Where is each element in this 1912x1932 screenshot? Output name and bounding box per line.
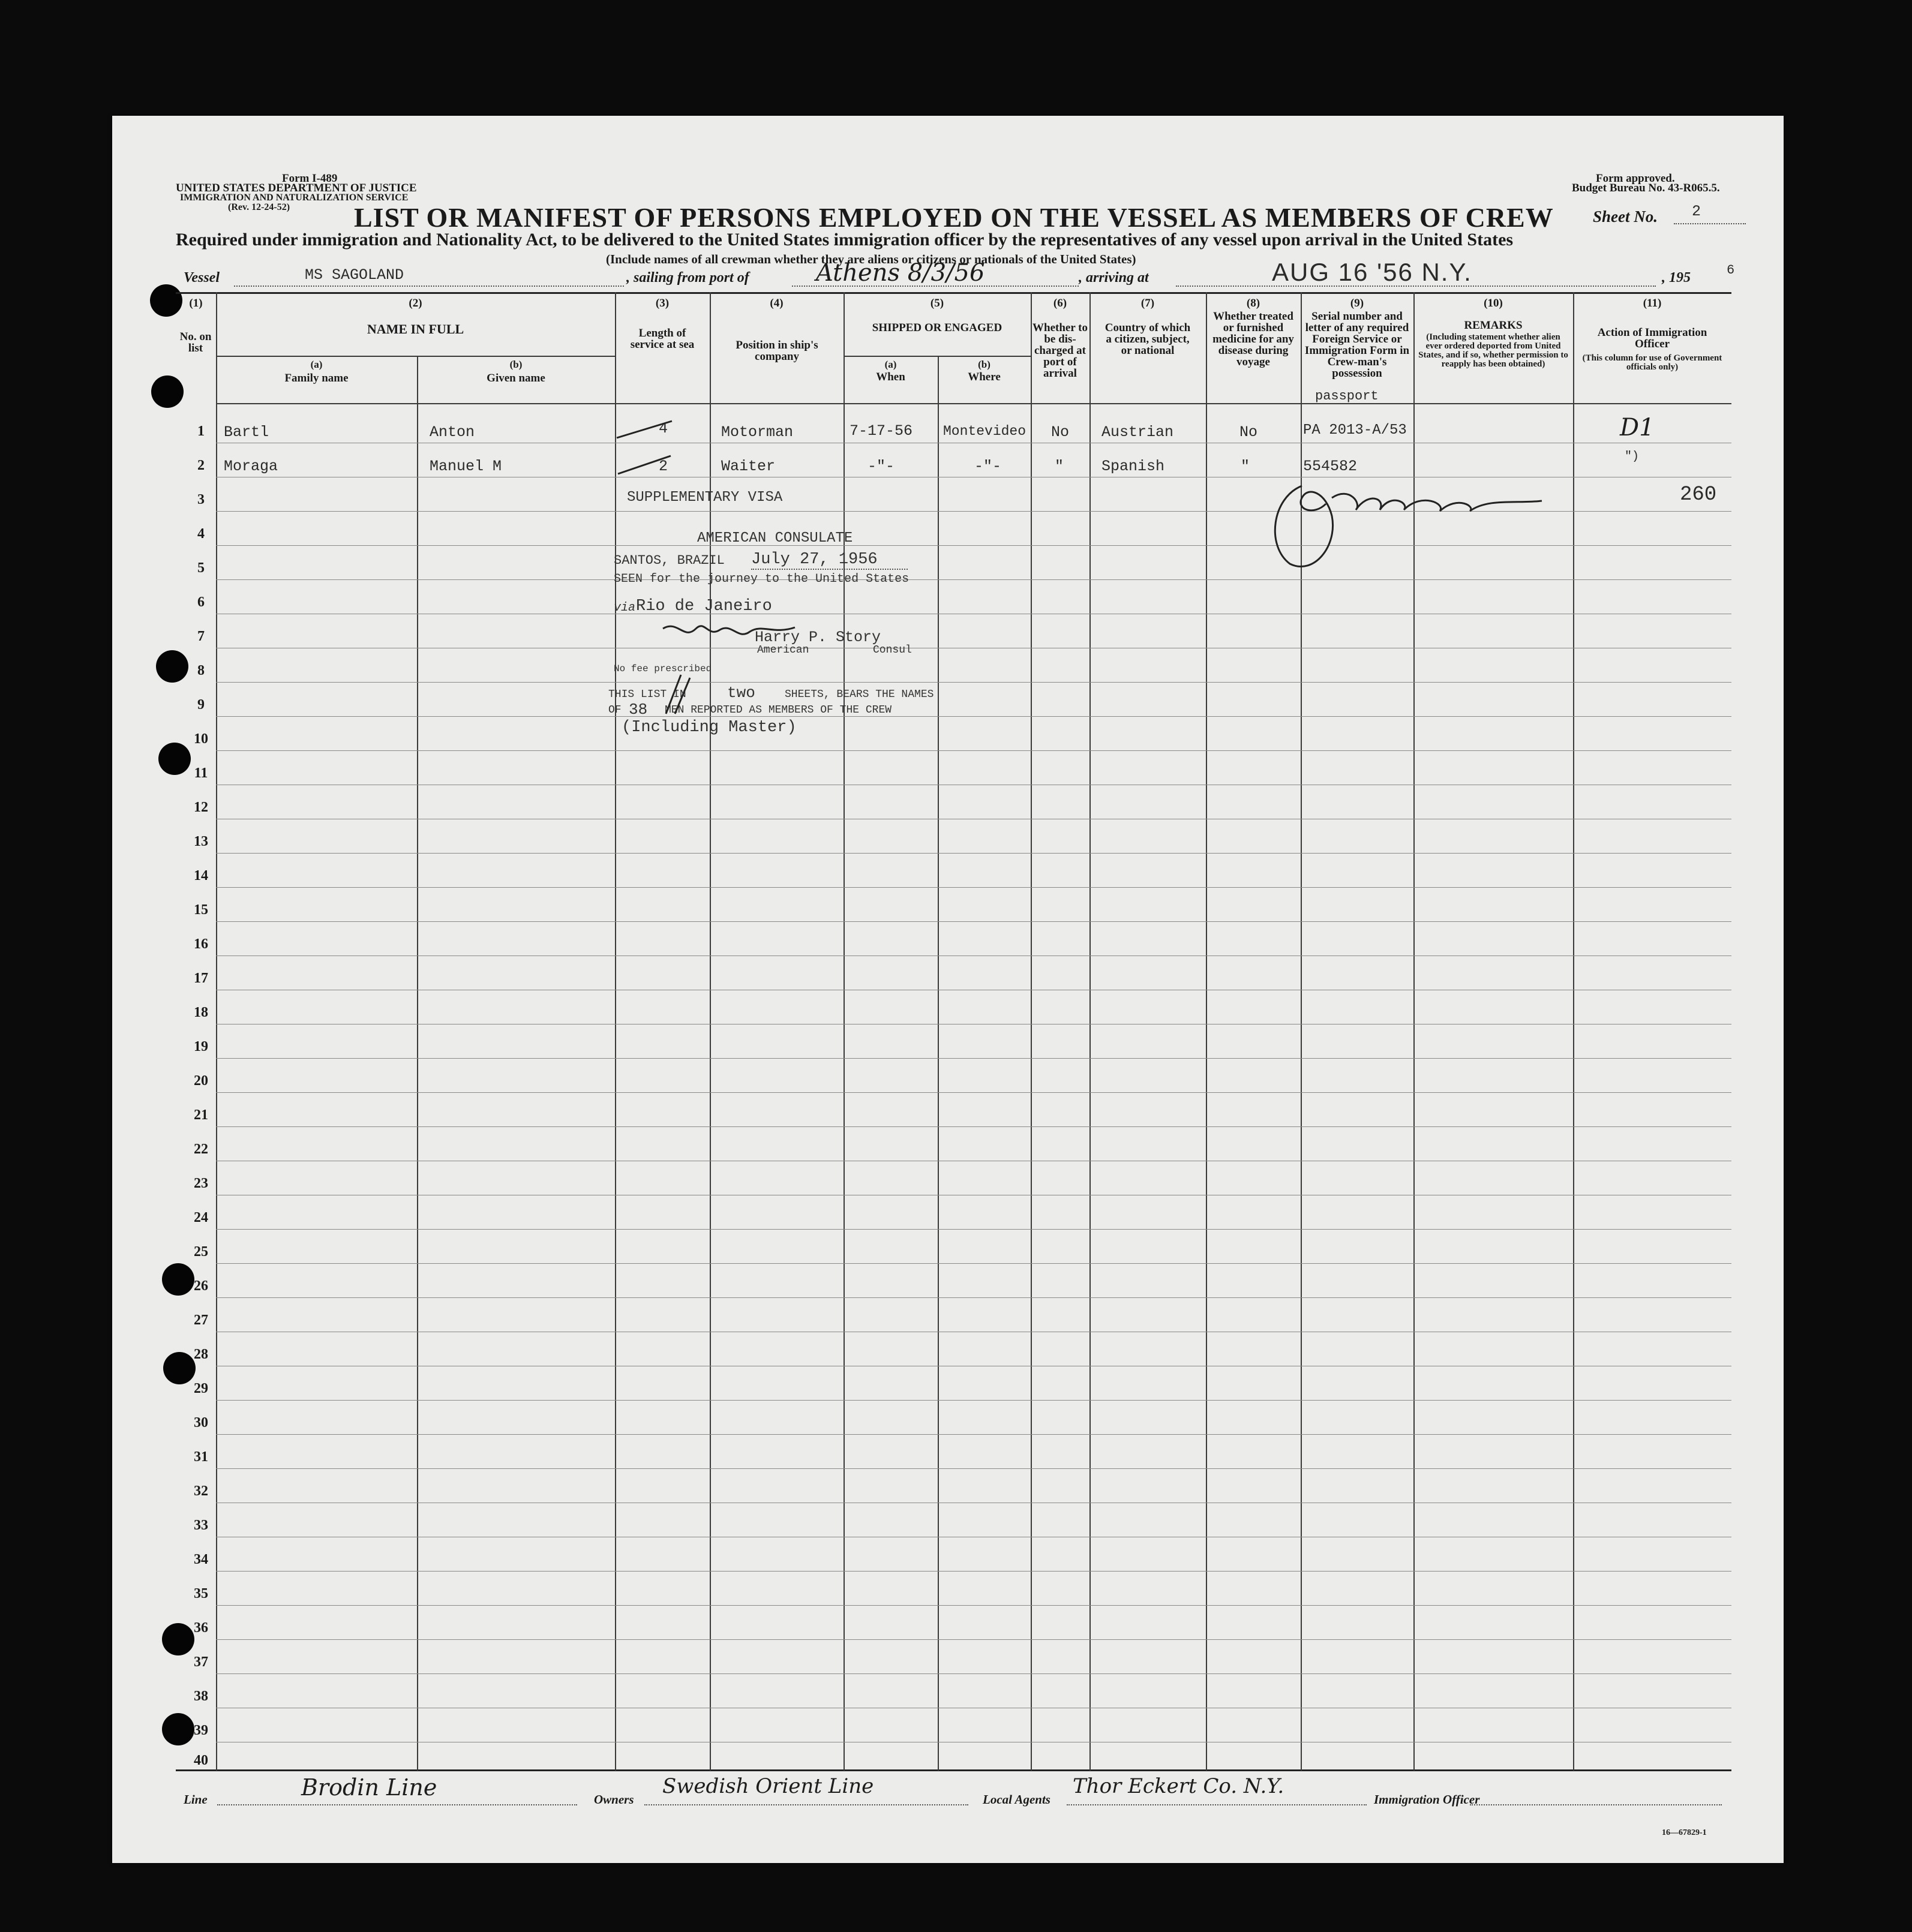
row-number: 24 — [194, 1210, 208, 1225]
row-number: 35 — [194, 1586, 208, 1602]
visa-route: Rio de Janeiro — [636, 597, 772, 615]
col5-header: SHIPPED OR ENGAGED — [872, 322, 1002, 334]
consul-title-b: Consul — [873, 644, 912, 656]
line-value: Brodin Line — [301, 1774, 437, 1801]
row-number: 4 — [197, 526, 205, 542]
col10-number: (10) — [1484, 297, 1503, 310]
col5b-label: (b) — [978, 359, 990, 370]
row-number: 36 — [194, 1620, 208, 1636]
sheet-label: Sheet No. — [1593, 208, 1658, 226]
officer-label: Immigration Officer — [1374, 1792, 1480, 1807]
revision: (Rev. 12-24-52) — [228, 202, 290, 212]
sheet-number-field — [1674, 203, 1746, 224]
row-number: 25 — [194, 1244, 208, 1260]
col2a-header: Family name — [284, 372, 349, 384]
owners-value: Swedish Orient Line — [662, 1774, 874, 1798]
sailing-from: Athens 8/3/56 — [816, 259, 985, 287]
table-top-rule — [176, 292, 1731, 294]
row-rule — [216, 1571, 1731, 1572]
row-rule — [216, 1673, 1731, 1674]
visa-title: SUPPLEMENTARY VISA — [627, 489, 783, 506]
row-number: 7 — [197, 629, 205, 644]
serial-number: 554582 — [1303, 458, 1358, 475]
col9-header: Serial number and letter of any required Foreign Service or Immigration Form in Crew-man's possession — [1304, 310, 1410, 380]
length-of-service: 4 — [659, 420, 668, 437]
row-number: 21 — [194, 1107, 208, 1123]
row-number: 16 — [194, 936, 208, 952]
crew-count: 38 — [629, 701, 648, 719]
row-rule — [216, 1092, 1731, 1093]
row-rule — [216, 1297, 1731, 1298]
col9-number: (9) — [1350, 297, 1364, 310]
owners-field — [644, 1774, 968, 1805]
country: Austrian — [1101, 423, 1174, 441]
length-of-service: 2 — [659, 458, 668, 475]
punch-hole — [151, 375, 184, 408]
agents-value: Thor Eckert Co. N.Y. — [1073, 1774, 1284, 1798]
row-number: 27 — [194, 1312, 208, 1328]
discharged: " — [1055, 458, 1064, 475]
treated: " — [1241, 458, 1250, 475]
row-rule — [216, 1126, 1731, 1127]
name-subheader-rule — [216, 356, 615, 357]
row-number: 28 — [194, 1347, 208, 1362]
subtitle: Required under immigration and Nationality Act, to be delivered to the United States immigration officer by the representatives of any vessel upon arrival in the United States — [176, 230, 1514, 250]
col10-note: (Including statement whether alien ever ordered deported from United States, and if so, whether permission to reapply has been obtained) — [1418, 332, 1568, 369]
sailing-field — [792, 259, 1079, 287]
row-rule — [216, 1058, 1731, 1059]
row-rule — [216, 853, 1731, 854]
col3-header: Length of service at sea — [630, 327, 695, 351]
shipped-where: -"- — [974, 458, 1002, 475]
col9-passport-note: passport — [1315, 389, 1379, 404]
consul-title-a: American — [757, 644, 809, 656]
row-number: 34 — [194, 1552, 208, 1567]
form-number: Form I-489 — [282, 172, 338, 185]
row-number: 33 — [194, 1518, 208, 1533]
row-rule — [216, 1229, 1731, 1230]
serial-number: PA 2013-A/53 — [1303, 422, 1407, 438]
col11-note: (This column for use of Government officials only) — [1582, 353, 1722, 372]
arriving-label: , arriving at — [1079, 270, 1149, 286]
col1-number: (1) — [189, 297, 203, 310]
service: IMMIGRATION AND NATURALIZATION SERVICE — [180, 193, 409, 203]
list-sheets-c: SHEETS, BEARS THE NAMES — [785, 689, 934, 701]
col4-number: (4) — [770, 297, 784, 310]
given-name: Anton — [430, 423, 475, 441]
row-number: 18 — [194, 1005, 208, 1020]
page-title: LIST OR MANIFEST OF PERSONS EMPLOYED ON THE VESSEL AS MEMBERS OF CREW — [354, 202, 1554, 233]
col-line — [1206, 292, 1207, 1771]
row-number: 17 — [194, 970, 208, 986]
crew-count-a: OF — [608, 704, 622, 716]
arrival-stamp: AUG 16 '56 N.Y. — [1272, 258, 1472, 286]
form-code: 16—67829-1 — [1662, 1828, 1707, 1837]
col5-number: (5) — [930, 297, 944, 310]
agents-label: Local Agents — [983, 1792, 1050, 1807]
family-name: Moraga — [224, 458, 278, 475]
row-number: 32 — [194, 1483, 208, 1499]
pen-correction — [648, 672, 696, 720]
col-line — [417, 356, 418, 1771]
col8-number: (8) — [1246, 297, 1260, 310]
agents-field — [1067, 1774, 1367, 1805]
position: Waiter — [721, 458, 776, 475]
col11-number: (11) — [1643, 297, 1662, 310]
row-rule — [216, 579, 1731, 580]
owners-label: Owners — [594, 1792, 634, 1807]
col4-header: Position in ship's company — [736, 339, 818, 363]
pen-strokes — [612, 414, 684, 480]
col8-header: Whether treated or furnished medicine for any disease during voyage — [1212, 310, 1294, 368]
visa-seen: SEEN for the journey to the United States — [614, 572, 910, 586]
row-number: 37 — [194, 1654, 208, 1670]
row-rule — [216, 682, 1731, 683]
col2b-header: Given name — [487, 372, 545, 384]
visa-fee: No fee prescribed — [614, 663, 712, 674]
shipped-subheader-rule — [844, 356, 1031, 357]
vessel-field — [234, 266, 624, 287]
col-line — [1089, 292, 1091, 1771]
col2b-label: (b) — [509, 359, 523, 370]
col-line — [1573, 292, 1574, 1771]
col6-number: (6) — [1053, 297, 1067, 310]
col1-header: No. on list — [179, 330, 212, 354]
col-line — [844, 292, 845, 1771]
col-line — [216, 292, 217, 1771]
visa-consulate: AMERICAN CONSULATE — [697, 530, 853, 546]
family-name: Bartl — [224, 423, 269, 441]
position: Motorman — [721, 423, 794, 441]
col5b-header: Where — [968, 371, 1001, 383]
shipped-when: -"- — [868, 458, 895, 475]
year-label: , 195 — [1662, 270, 1691, 286]
row-number: 31 — [194, 1449, 208, 1465]
row-number: 1 — [197, 423, 205, 439]
col11-header: Action of Immigration Officer — [1597, 326, 1707, 350]
row-number: 23 — [194, 1176, 208, 1191]
col2a-label: (a) — [310, 359, 323, 370]
treated: No — [1239, 423, 1258, 441]
row-rule — [216, 716, 1731, 717]
shipped-where: Montevideo — [943, 423, 1026, 439]
visa-date: July 27, 1956 — [751, 551, 908, 570]
row-number: 10 — [194, 731, 208, 747]
col7-header: Country of which a citizen, subject, or national — [1104, 322, 1191, 357]
row-number: 29 — [194, 1381, 208, 1396]
row-number: 12 — [194, 800, 208, 815]
officer-action-total: 260 — [1680, 483, 1717, 506]
officer-field — [1470, 1774, 1722, 1805]
officer-action: D1 — [1620, 414, 1655, 441]
col7-number: (7) — [1140, 297, 1155, 310]
visa-place: SANTOS, BRAZIL — [614, 553, 725, 568]
row-rule — [216, 1400, 1731, 1401]
row-number: 39 — [194, 1723, 208, 1738]
col2-header: NAME IN FULL — [367, 322, 464, 336]
row-number: 38 — [194, 1688, 208, 1704]
col2-number: (2) — [409, 297, 422, 310]
row-number: 20 — [194, 1073, 208, 1089]
consul-name: Harry P. Story — [755, 629, 881, 646]
officer-action: ") — [1625, 450, 1640, 464]
row-rule — [216, 1639, 1731, 1640]
row-number: 15 — [194, 902, 208, 918]
row-rule — [216, 1468, 1731, 1469]
col-line — [938, 356, 939, 1771]
visa-via: via — [614, 601, 636, 615]
row-number: 19 — [194, 1039, 208, 1054]
col6-header: Whether to be dis-charged at port of arrival — [1032, 322, 1088, 380]
row-number: 14 — [194, 868, 208, 884]
budget-bureau: Budget Bureau No. 43-R065.5. — [1572, 182, 1720, 194]
table-bottom-rule — [176, 1769, 1731, 1771]
crew-count-c: MEN REPORTED AS MEMBERS OF THE CREW — [665, 704, 892, 716]
col10-header: REMARKS — [1464, 319, 1523, 332]
row-number: 2 — [197, 458, 205, 473]
col-line — [1031, 292, 1032, 1771]
row-rule — [216, 921, 1731, 922]
arriving-field — [1176, 258, 1656, 287]
department: UNITED STATES DEPARTMENT OF JUSTICE — [176, 182, 417, 194]
row-number: 11 — [194, 765, 208, 781]
col5a-header: When — [876, 371, 905, 383]
row-number: 5 — [197, 560, 205, 576]
shipped-when: 7-17-56 — [850, 422, 913, 440]
sheet-number: 2 — [1692, 203, 1701, 220]
row-number: 30 — [194, 1415, 208, 1431]
including-master: (Including Master) — [622, 719, 797, 737]
row-rule — [216, 1263, 1731, 1264]
form-approved: Form approved. — [1596, 172, 1675, 185]
row-number: 22 — [194, 1141, 208, 1157]
row-number: 9 — [197, 697, 205, 713]
subnote: (Include names of all crewman whether they are aliens or citizens or nationals of the United States) — [606, 252, 1136, 266]
header-bottom-rule — [216, 403, 1731, 404]
row-number: 8 — [197, 663, 205, 678]
sailing-label: , sailing from port of — [626, 270, 749, 286]
vessel-label: Vessel — [184, 270, 220, 286]
discharged: No — [1051, 423, 1070, 441]
line-field — [217, 1774, 577, 1805]
list-sheets-count: two — [727, 684, 755, 702]
vessel-name: MS SAGOLAND — [305, 266, 404, 284]
inspector-signature — [1266, 474, 1548, 576]
row-number: 13 — [194, 834, 208, 849]
row-rule — [216, 887, 1731, 888]
row-rule — [216, 1434, 1731, 1435]
col5a-label: (a) — [884, 359, 897, 370]
row-number: 26 — [194, 1278, 208, 1294]
row-rule — [216, 750, 1731, 751]
row-number: 3 — [197, 492, 205, 507]
col3-number: (3) — [655, 297, 670, 310]
country: Spanish — [1101, 458, 1165, 475]
row-number: 6 — [197, 594, 205, 610]
line-label: Line — [184, 1792, 208, 1807]
col-line — [615, 292, 616, 1771]
list-sheets-a: THIS LIST IN — [608, 689, 686, 701]
row-number: 40 — [194, 1753, 208, 1768]
year-digit: 6 — [1727, 263, 1735, 278]
col-line — [710, 292, 711, 1771]
given-name: Manuel M — [430, 458, 502, 475]
row-rule — [216, 1605, 1731, 1606]
